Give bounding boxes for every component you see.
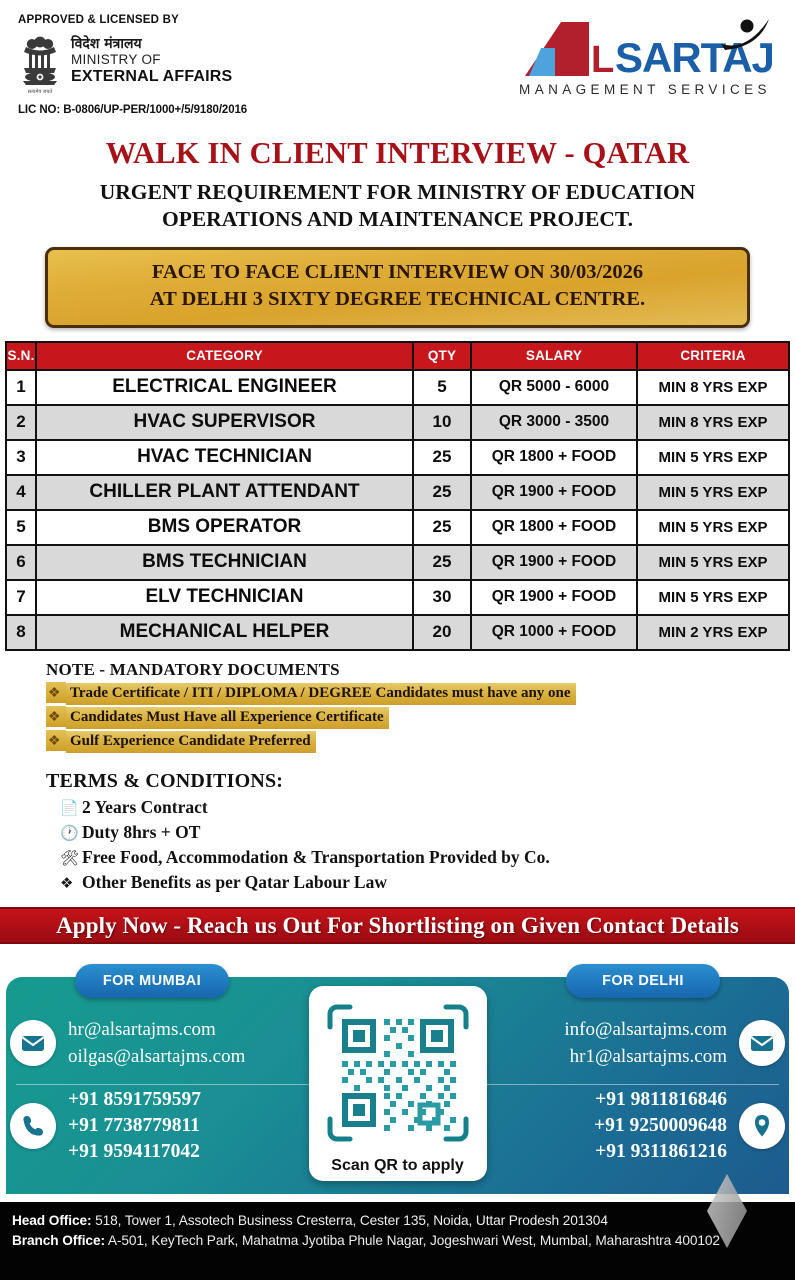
- cell-salary: QR 1000 + FOOD: [471, 615, 637, 650]
- terms-heading: TERMS & CONDITIONS:: [46, 770, 284, 793]
- cell-salary: QR 1900 + FOOD: [471, 580, 637, 615]
- hand-plant-icon: 🛠: [60, 848, 80, 867]
- mumbai-phones: [56, 1087, 213, 1165]
- table-row: [6, 545, 789, 580]
- mumbai-phone-3[interactable]: +91 9594117042: [68, 1141, 200, 1163]
- term-item-text: Other Benefits as per Qatar Labour Law: [82, 872, 387, 893]
- cell-criteria: MIN 8 YRS EXP: [637, 370, 789, 405]
- cell-category: BMS OPERATOR: [36, 510, 413, 545]
- envelope-icon: [739, 1020, 785, 1066]
- ministry-hindi: विदेश मंत्रालय: [71, 36, 142, 52]
- mumbai-emails: [56, 1016, 257, 1071]
- th-criteria: CRITERIA: [637, 342, 789, 370]
- term-item: [46, 847, 795, 868]
- table-header-row: [6, 342, 789, 370]
- mumbai-email-row: [10, 1002, 320, 1084]
- cell-qty: 10: [413, 405, 471, 440]
- cell-salary: QR 5000 - 6000: [471, 370, 637, 405]
- qr-caption: Scan QR to apply: [331, 1157, 464, 1175]
- phone-icon: [10, 1103, 56, 1149]
- delhi-email-2[interactable]: hr1@alsartajms.com: [569, 1046, 727, 1068]
- cell-qty: 25: [413, 440, 471, 475]
- term-item-text: Free Food, Accommodation & Transportation Provided by Co.: [82, 847, 550, 868]
- approved-label: APPROVED & LICENSED BY: [18, 14, 179, 26]
- contact-section: [0, 964, 795, 1194]
- cell-qty: 5: [413, 370, 471, 405]
- footer-addresses: [0, 1202, 795, 1280]
- mandatory-documents-note: [46, 660, 795, 753]
- mumbai-phone-2[interactable]: +91 7738779811: [68, 1115, 200, 1137]
- head-office-label: Head Office:: [12, 1213, 92, 1228]
- cell-criteria: MIN 5 YRS EXP: [637, 510, 789, 545]
- delhi-emails: [552, 1016, 739, 1071]
- poster-header: [0, 0, 795, 133]
- note-item: [46, 706, 795, 729]
- location-pin-icon: [739, 1103, 785, 1149]
- delhi-email-row: [475, 1002, 785, 1084]
- cell-criteria: MIN 5 YRS EXP: [637, 545, 789, 580]
- mumbai-phone-1[interactable]: +91 8591759597: [68, 1089, 201, 1111]
- cell-sn: 7: [6, 580, 36, 615]
- delhi-phone-1[interactable]: +91 9811816846: [595, 1089, 727, 1111]
- table-row: [6, 510, 789, 545]
- note-item: [46, 682, 795, 705]
- table-row: [6, 440, 789, 475]
- table-row: [6, 405, 789, 440]
- qr-code-icon: [320, 1136, 476, 1153]
- apply-now-text: Apply Now - Reach us Out For Shortlisting on Given Contact Details: [56, 912, 739, 938]
- ministry-line2: EXTERNAL AFFAIRS: [71, 67, 233, 85]
- subtitle-line-1: URGENT REQUIREMENT FOR MINISTRY OF EDUCATION: [99, 179, 696, 204]
- ashoka-emblem-icon: [18, 35, 62, 97]
- term-item-text: 2 Years Contract: [82, 797, 208, 818]
- cell-category: ELV TECHNICIAN: [36, 580, 413, 615]
- cell-qty: 20: [413, 615, 471, 650]
- for-mumbai-label: FOR MUMBAI: [102, 973, 202, 990]
- cell-category: HVAC TECHNICIAN: [36, 440, 413, 475]
- th-category: CATEGORY: [36, 342, 413, 370]
- note-item-text: Candidates Must Have all Experience Certificate: [66, 707, 389, 729]
- cell-qty: 30: [413, 580, 471, 615]
- mumbai-phone-row: [10, 1085, 320, 1167]
- note-item-text: Trade Certificate / ITI / DIPLOMA / DEGREE Candidates must have any one: [66, 683, 576, 705]
- cell-salary: QR 1900 + FOOD: [471, 475, 637, 510]
- delhi-phone-3[interactable]: +91 9311861216: [595, 1141, 727, 1163]
- envelope-icon: [10, 1020, 56, 1066]
- term-item: [46, 797, 795, 818]
- interview-venue-line: AT DELHI 3 SIXTY DEGREE TECHNICAL CENTRE.: [149, 288, 646, 311]
- vacancies-table-wrap: [5, 341, 790, 651]
- diamond-bullet-icon: ❖: [60, 873, 74, 892]
- qr-code-box[interactable]: [309, 986, 487, 1181]
- note-item: [46, 730, 795, 753]
- cell-category: ELECTRICAL ENGINEER: [36, 370, 413, 405]
- cell-criteria: MIN 5 YRS EXP: [637, 475, 789, 510]
- interview-details-box: [45, 247, 750, 329]
- th-sn: S.N.: [6, 342, 36, 370]
- terms-and-conditions: [46, 770, 795, 893]
- delhi-phone-2[interactable]: +91 9250009648: [594, 1115, 727, 1137]
- cell-sn: 1: [6, 370, 36, 405]
- cell-sn: 5: [6, 510, 36, 545]
- cell-criteria: MIN 8 YRS EXP: [637, 405, 789, 440]
- subtitle-line-2: OPERATIONS AND MAINTENANCE PROJECT.: [161, 207, 634, 232]
- cell-category: MECHANICAL HELPER: [36, 615, 413, 650]
- delhi-contact-column: [475, 1002, 785, 1167]
- cell-sn: 6: [6, 545, 36, 580]
- cell-sn: 8: [6, 615, 36, 650]
- cell-sn: 3: [6, 440, 36, 475]
- term-item-text: Duty 8hrs + OT: [82, 822, 201, 843]
- ministry-line1: MINISTRY OF: [71, 51, 161, 67]
- company-logo: [511, 14, 779, 97]
- delhi-email-1[interactable]: info@alsartajms.com: [564, 1018, 727, 1040]
- cell-qty: 25: [413, 510, 471, 545]
- table-row: [6, 580, 789, 615]
- logo-tagline: MANAGEMENT SERVICES: [519, 82, 771, 97]
- cell-category: HVAC SUPERVISOR: [36, 405, 413, 440]
- table-row: [6, 370, 789, 405]
- for-delhi-label: FOR DELHI: [602, 973, 684, 990]
- cell-sn: 4: [6, 475, 36, 510]
- branch-office-address: A-501, KeyTech Park, Mahatma Jyotiba Phule Nagar, Jogeshwari West, Mumbal, Maharashtra 400102: [104, 1233, 720, 1249]
- delhi-phones: [582, 1087, 739, 1165]
- clock-icon: 🕐: [60, 823, 79, 842]
- term-item: [46, 872, 795, 893]
- delhi-phone-row: [475, 1085, 785, 1167]
- svg-text:L: L: [591, 39, 615, 81]
- cell-salary: QR 1800 + FOOD: [471, 510, 637, 545]
- term-item: [46, 822, 795, 843]
- cell-salary: QR 1800 + FOOD: [471, 440, 637, 475]
- license-number: LIC NO: B-0806/UP-PER/1000+/5/9180/2016: [18, 104, 248, 116]
- table-row: [6, 475, 789, 510]
- mumbai-contact-column: [10, 1002, 320, 1167]
- cell-category: CHILLER PLANT ATTENDANT: [36, 475, 413, 510]
- interview-date-line: FACE TO FACE CLIENT INTERVIEW ON 30/03/2026: [151, 260, 644, 283]
- cell-qty: 25: [413, 545, 471, 580]
- cell-criteria: MIN 5 YRS EXP: [637, 440, 789, 475]
- page-title: WALK IN CLIENT INTERVIEW - QATAR: [105, 136, 690, 170]
- cell-criteria: MIN 2 YRS EXP: [637, 615, 789, 650]
- note-item-text: Gulf Experience Candidate Preferred: [66, 731, 316, 753]
- svg-text:SARTAJ: SARTAJ: [615, 34, 774, 81]
- mumbai-email-2[interactable]: oilgas@alsartajms.com: [68, 1046, 246, 1068]
- head-office-address: 518, Tower 1, Assotech Business Cresterra, Cester 135, Noida, Uttar Prodesh 201304: [91, 1213, 608, 1228]
- th-salary: SALARY: [471, 342, 637, 370]
- head-office-line: [12, 1211, 783, 1231]
- diamond-bullet-icon: ❖: [46, 706, 66, 727]
- branch-office-label: Branch Office:: [12, 1233, 105, 1249]
- diamond-bullet-icon: ❖: [46, 730, 66, 751]
- svg-text:सत्यमेव जयते: सत्यमेव जयते: [27, 89, 53, 95]
- for-delhi-pill: [566, 964, 720, 998]
- mumbai-email-1[interactable]: hr@alsartajms.com: [68, 1018, 216, 1040]
- document-icon: 📄: [60, 798, 79, 817]
- branch-office-line: [12, 1231, 783, 1251]
- cell-sn: 2: [6, 405, 36, 440]
- cell-salary: QR 1900 + FOOD: [471, 545, 637, 580]
- apply-now-banner: [0, 907, 795, 944]
- cell-qty: 25: [413, 475, 471, 510]
- for-mumbai-pill: [75, 964, 229, 998]
- table-row: [6, 615, 789, 650]
- cell-salary: QR 3000 - 3500: [471, 405, 637, 440]
- note-heading: NOTE - MANDATORY DOCUMENTS: [46, 660, 340, 680]
- th-qty: QTY: [413, 342, 471, 370]
- cell-category: BMS TECHNICIAN: [36, 545, 413, 580]
- diamond-bullet-icon: ❖: [46, 682, 66, 703]
- page-subtitle: [0, 179, 795, 234]
- vacancies-table: [5, 341, 790, 651]
- cell-criteria: MIN 5 YRS EXP: [637, 580, 789, 615]
